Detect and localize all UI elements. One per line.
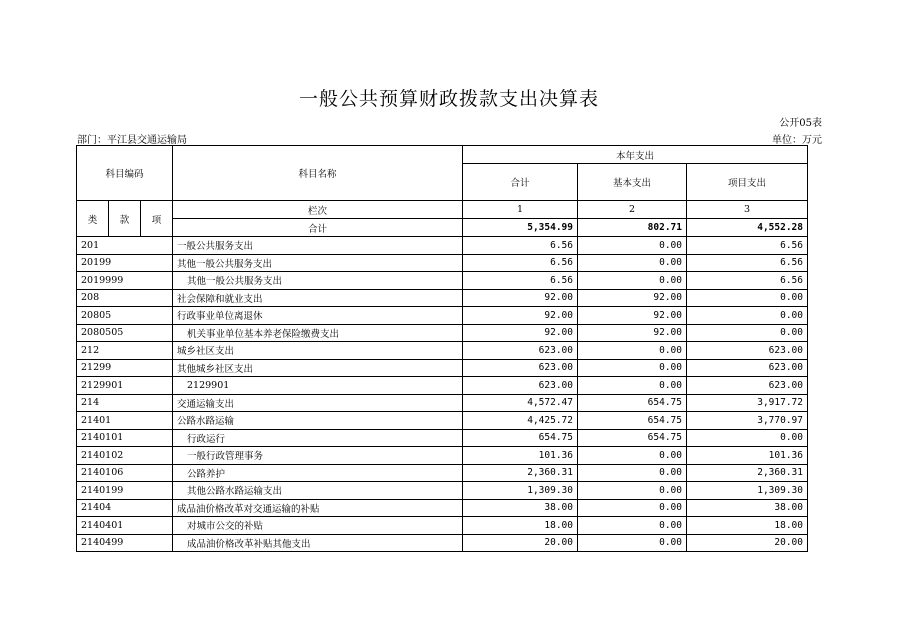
row-code: 201: [77, 237, 173, 255]
row-name: 公路养护: [173, 464, 463, 482]
row-project: 20.00: [687, 534, 808, 552]
row-code: 2129901: [77, 377, 173, 395]
row-project: 623.00: [687, 342, 808, 360]
row-total: 623.00: [463, 342, 578, 360]
header-current-year: 本年支出: [463, 146, 808, 164]
row-project: 38.00: [687, 499, 808, 517]
row-project: 0.00: [687, 324, 808, 342]
budget-table: [76, 145, 808, 552]
row-name: 其他一般公共服务支出: [173, 254, 463, 272]
row-project: 0.00: [687, 289, 808, 307]
row-code: 2140401: [77, 517, 173, 535]
row-basic: 92.00: [578, 324, 687, 342]
row-project: 1,309.30: [687, 482, 808, 500]
table-row: [77, 254, 808, 272]
row-name: 2129901: [173, 377, 463, 395]
table-row: [77, 342, 808, 360]
row-project: 6.56: [687, 237, 808, 255]
row-code: 2019999: [77, 272, 173, 290]
row-name: 公路水路运输: [173, 412, 463, 430]
row-code: 212: [77, 342, 173, 360]
row-name: 交通运输支出: [173, 394, 463, 412]
row-code: 214: [77, 394, 173, 412]
row-name: 成品油价格改革对交通运输的补贴: [173, 499, 463, 517]
row-name: 其他城乡社区支出: [173, 359, 463, 377]
row-total: 1,309.30: [463, 482, 578, 500]
row-basic: 654.75: [578, 412, 687, 430]
row-project: 0.00: [687, 307, 808, 325]
row-basic: 0.00: [578, 464, 687, 482]
row-total: 20.00: [463, 534, 578, 552]
table-row: [77, 412, 808, 430]
row-project: 18.00: [687, 517, 808, 535]
row-total: 6.56: [463, 237, 578, 255]
row-name: 机关事业单位基本养老保险缴费支出: [173, 324, 463, 342]
row-basic: 0.00: [578, 237, 687, 255]
row-total: 2,360.31: [463, 464, 578, 482]
row-code: 208: [77, 289, 173, 307]
row-code: 20199: [77, 254, 173, 272]
header-total: 合计: [463, 164, 578, 201]
row-project: 6.56: [687, 272, 808, 290]
header-col3: 3: [687, 201, 808, 219]
row-code: 21299: [77, 359, 173, 377]
row-code: 2140499: [77, 534, 173, 552]
row-total: 101.36: [463, 447, 578, 465]
row-code: 20805: [77, 307, 173, 325]
row-name: 城乡社区支出: [173, 342, 463, 360]
row-total: 18.00: [463, 517, 578, 535]
row-project: 0.00: [687, 429, 808, 447]
row-total: 92.00: [463, 324, 578, 342]
row-total: 92.00: [463, 307, 578, 325]
row-project: 2,360.31: [687, 464, 808, 482]
row-project: 623.00: [687, 359, 808, 377]
row-project: 101.36: [687, 447, 808, 465]
row-code: 2080505: [77, 324, 173, 342]
header-xiang: 项: [141, 201, 173, 237]
table-row: [77, 517, 808, 535]
row-total: 6.56: [463, 254, 578, 272]
header-project: 项目支出: [687, 164, 808, 201]
total-row-basic: 802.71: [578, 219, 687, 237]
row-name: 一般行政管理事务: [173, 447, 463, 465]
header-subject-name: 科目名称: [173, 146, 463, 201]
row-basic: 0.00: [578, 534, 687, 552]
table-row: [77, 447, 808, 465]
table-row: [77, 429, 808, 447]
header-lei: 类: [77, 201, 109, 237]
row-basic: 0.00: [578, 254, 687, 272]
row-project: 3,917.72: [687, 394, 808, 412]
row-basic: 0.00: [578, 342, 687, 360]
row-name: 行政运行: [173, 429, 463, 447]
row-name: 一般公共服务支出: [173, 237, 463, 255]
row-project: 3,770.97: [687, 412, 808, 430]
table-row: [77, 272, 808, 290]
row-basic: 654.75: [578, 394, 687, 412]
row-name: 行政事业单位离退休: [173, 307, 463, 325]
total-row-project: 4,552.28: [687, 219, 808, 237]
row-code: 21401: [77, 412, 173, 430]
row-total: 623.00: [463, 377, 578, 395]
header-basic: 基本支出: [578, 164, 687, 201]
row-project: 6.56: [687, 254, 808, 272]
form-code: 公开05表: [779, 118, 822, 129]
row-code: 2140199: [77, 482, 173, 500]
department-label: 部门：平江县交通运输局: [77, 135, 187, 146]
row-total: 4,425.72: [463, 412, 578, 430]
row-total: 4,572.47: [463, 394, 578, 412]
page-title: 一般公共预算财政拨款支出决算表: [298, 88, 599, 110]
row-basic: 92.00: [578, 307, 687, 325]
row-name: 对城市公交的补贴: [173, 517, 463, 535]
table-row: [77, 237, 808, 255]
total-row-label: 合计: [173, 219, 463, 237]
row-name: 其他公路水路运输支出: [173, 482, 463, 500]
header-col2: 2: [578, 201, 687, 219]
header-column-order: 栏次: [173, 201, 463, 219]
row-basic: 0.00: [578, 517, 687, 535]
row-project: 623.00: [687, 377, 808, 395]
row-name: 其他一般公共服务支出: [173, 272, 463, 290]
table-row: [77, 499, 808, 517]
row-basic: 0.00: [578, 482, 687, 500]
header-col1: 1: [463, 201, 578, 219]
row-basic: 0.00: [578, 447, 687, 465]
row-name: 成品油价格改革补贴其他支出: [173, 534, 463, 552]
table-row: [77, 324, 808, 342]
table-row: [77, 359, 808, 377]
row-total: 654.75: [463, 429, 578, 447]
row-basic: 0.00: [578, 359, 687, 377]
row-basic: 0.00: [578, 377, 687, 395]
row-total: 92.00: [463, 289, 578, 307]
row-basic: 92.00: [578, 289, 687, 307]
table-row: [77, 377, 808, 395]
row-code: 2140106: [77, 464, 173, 482]
header-kuan: 款: [109, 201, 141, 237]
row-basic: 0.00: [578, 499, 687, 517]
row-total: 623.00: [463, 359, 578, 377]
row-basic: 0.00: [578, 272, 687, 290]
row-name: 社会保障和就业支出: [173, 289, 463, 307]
row-total: 6.56: [463, 272, 578, 290]
row-code: 21404: [77, 499, 173, 517]
row-code: 2140101: [77, 429, 173, 447]
table-row: [77, 307, 808, 325]
table-row: [77, 534, 808, 552]
row-basic: 654.75: [578, 429, 687, 447]
header-subject-code: 科目编码: [77, 146, 173, 201]
table-row: [77, 289, 808, 307]
total-row-total: 5,354.99: [463, 219, 578, 237]
unit-label: 单位：万元: [772, 135, 822, 146]
row-code: 2140102: [77, 447, 173, 465]
row-total: 38.00: [463, 499, 578, 517]
table-row: [77, 464, 808, 482]
table-row: [77, 482, 808, 500]
table-row: [77, 394, 808, 412]
